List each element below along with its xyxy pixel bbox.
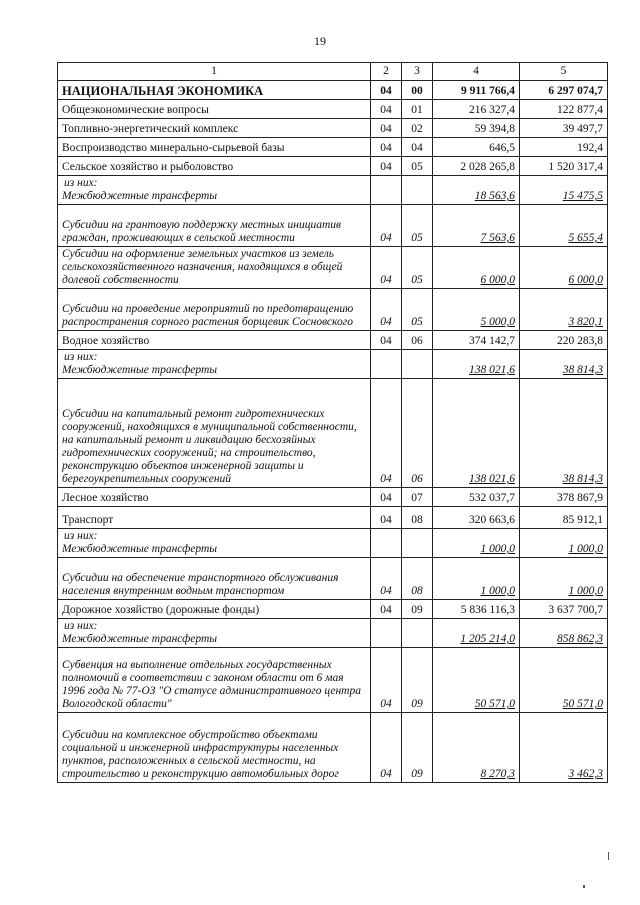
row-name	[58, 350, 371, 379]
subsection-code: 04	[402, 138, 433, 157]
section-total-row	[58, 81, 608, 100]
section-code	[371, 529, 402, 558]
row-name: Воспроизводство минерально-сырьевой базы	[58, 138, 371, 157]
row-name: Субсидии на грантовую поддержку местных инициатив граждан, проживающих в сельской местности	[58, 205, 371, 247]
amount-col5: 38 814,3	[520, 350, 608, 379]
table-row	[58, 247, 608, 289]
of-which-label: из них:	[64, 177, 98, 189]
header-cell: 1	[58, 63, 371, 81]
section-code	[371, 176, 402, 205]
section-code: 04	[371, 379, 402, 488]
subsection-code	[402, 350, 433, 379]
amount-col5: 378 867,9	[520, 488, 608, 507]
amount-col5: 3 820,1	[520, 289, 608, 331]
amount-col4: 138 021,6	[433, 379, 520, 488]
row-name: Топливно-энергетический комплекс	[58, 119, 371, 138]
amount-col4: 138 021,6	[433, 350, 520, 379]
table-row	[58, 331, 608, 350]
section-code: 04	[371, 100, 402, 119]
scan-mark	[608, 852, 609, 860]
table-row	[58, 119, 608, 138]
transfer-label: Межбюджетные трансферты	[62, 633, 218, 645]
subsection-code: 05	[402, 289, 433, 331]
amount-col4: 5 000,0	[433, 289, 520, 331]
row-name: Субсидии на комплексное обустройство объектами социальной и инженерной инфраструктуры населенных пунктов, расположенных в сельской местности, на строительство и реконструкцию автомобильных дорог	[58, 713, 371, 783]
header-cell: 3	[402, 63, 433, 81]
subsection-code: 09	[402, 600, 433, 619]
of-which-label: из них:	[64, 530, 98, 542]
transfer-label: Межбюджетные трансферты	[62, 190, 218, 202]
table-row	[58, 138, 608, 157]
table-row	[58, 350, 608, 379]
amount-col4: 1 000,0	[433, 529, 520, 558]
table-row	[58, 379, 608, 488]
amount-col5: 220 283,8	[520, 331, 608, 350]
amount-col4: 646,5	[433, 138, 520, 157]
transfer-label: Межбюджетные трансферты	[62, 543, 218, 555]
table-row	[58, 157, 608, 176]
section-code: 04	[371, 157, 402, 176]
table-row	[58, 100, 608, 119]
amount-col5: 3 637 700,7	[520, 600, 608, 619]
section-code: 04	[371, 247, 402, 289]
row-name: Общеэкономические вопросы	[58, 100, 371, 119]
row-name: Субвенция на выполнение отдельных государственных полномочий в соответствии с законом области от 6 мая 1996 года № 77-ОЗ "О статусе административного центра Вологодской области"	[58, 648, 371, 713]
section-code	[371, 619, 402, 648]
amount-col4: 5 836 116,3	[433, 600, 520, 619]
header-cell: 4	[433, 63, 520, 81]
table-row	[58, 205, 608, 247]
amount-col5: 192,4	[520, 138, 608, 157]
of-which-label: из них:	[64, 620, 98, 632]
subsection-code: 06	[402, 331, 433, 350]
table-row	[58, 176, 608, 205]
amount-col5: 1 000,0	[520, 529, 608, 558]
row-name: НАЦИОНАЛЬНАЯ ЭКОНОМИКА	[58, 81, 371, 100]
amount-col4: 1 000,0	[433, 558, 520, 600]
amount-col4: 374 142,7	[433, 331, 520, 350]
header-cell: 5	[520, 63, 608, 81]
table-row	[58, 619, 608, 648]
header-row	[58, 63, 608, 81]
subsection-code: 02	[402, 119, 433, 138]
amount-col4: 6 000,0	[433, 247, 520, 289]
subsection-code: 05	[402, 247, 433, 289]
section-code: 04	[371, 600, 402, 619]
table-row	[58, 713, 608, 783]
amount-col5: 39 497,7	[520, 119, 608, 138]
amount-col5: 6 297 074,7	[520, 81, 608, 100]
row-name: Водное хозяйство	[58, 331, 371, 350]
row-name: Транспорт	[58, 507, 371, 529]
subsection-code	[402, 529, 433, 558]
amount-col4: 216 327,4	[433, 100, 520, 119]
amount-col5: 1 000,0	[520, 558, 608, 600]
amount-col4: 50 571,0	[433, 648, 520, 713]
subsection-code	[402, 176, 433, 205]
subsection-code: 05	[402, 205, 433, 247]
page-number: 19	[314, 34, 326, 48]
of-which-label: из них:	[64, 351, 98, 363]
table-row	[58, 507, 608, 529]
amount-col5: 1 520 317,4	[520, 157, 608, 176]
amount-col4: 1 205 214,0	[433, 619, 520, 648]
amount-col5: 5 655,4	[520, 205, 608, 247]
amount-col5: 85 912,1	[520, 507, 608, 529]
row-name: Сельское хозяйство и рыболовство	[58, 157, 371, 176]
subsection-code: 09	[402, 648, 433, 713]
subsection-code: 08	[402, 507, 433, 529]
section-code: 04	[371, 713, 402, 783]
row-name: Субсидии на капитальный ремонт гидротехнических сооружений, находящихся в муниципальной собственности, на капитальный ремонт и ликвидацию бесхозяйных гидротехнических сооружений; на строительство, реконструкцию объектов инженерной защиты и берегоукрепительных сооружений	[58, 379, 371, 488]
amount-col5: 3 462,3	[520, 713, 608, 783]
section-code: 04	[371, 507, 402, 529]
table-row	[58, 648, 608, 713]
row-name: Субсидии на оформление земельных участков из земель сельскохозяйственного назначения, находящихся в общей долевой собственности	[58, 247, 371, 289]
section-code	[371, 350, 402, 379]
amount-col4: 8 270,3	[433, 713, 520, 783]
amount-col4: 18 563,6	[433, 176, 520, 205]
section-code: 04	[371, 119, 402, 138]
section-code: 04	[371, 558, 402, 600]
row-name: Дорожное хозяйство (дорожные фонды)	[58, 600, 371, 619]
amount-col5: 50 571,0	[520, 648, 608, 713]
row-name	[58, 176, 371, 205]
subsection-code: 09	[402, 713, 433, 783]
subsection-code	[402, 619, 433, 648]
budget-table-body	[58, 63, 608, 783]
section-code: 04	[371, 331, 402, 350]
amount-col4: 532 037,7	[433, 488, 520, 507]
table-row	[58, 529, 608, 558]
transfer-label: Межбюджетные трансферты	[62, 364, 218, 376]
subsection-code: 07	[402, 488, 433, 507]
row-name: Субсидии на обеспечение транспортного обслуживания населения внутренним водным транспортом	[58, 558, 371, 600]
section-code: 04	[371, 488, 402, 507]
section-code: 04	[371, 138, 402, 157]
table-row	[58, 600, 608, 619]
section-code: 04	[371, 289, 402, 331]
amount-col4: 320 663,6	[433, 507, 520, 529]
subsection-code: 08	[402, 558, 433, 600]
section-code: 04	[371, 205, 402, 247]
row-name: Субсидии на проведение мероприятий по предотвращению распространения сорного растения борщевик Сосновского	[58, 289, 371, 331]
amount-col5: 15 475,5	[520, 176, 608, 205]
section-code: 04	[371, 648, 402, 713]
table-row	[58, 488, 608, 507]
amount-col5: 6 000,0	[520, 247, 608, 289]
amount-col5: 38 814,3	[520, 379, 608, 488]
amount-col4: 7 563,6	[433, 205, 520, 247]
amount-col4: 2 028 265,8	[433, 157, 520, 176]
row-name	[58, 529, 371, 558]
amount-col5: 122 877,4	[520, 100, 608, 119]
table-row	[58, 289, 608, 331]
amount-col4: 9 911 766,4	[433, 81, 520, 100]
amount-col5: 858 862,3	[520, 619, 608, 648]
subsection-code: 01	[402, 100, 433, 119]
subsection-code: 05	[402, 157, 433, 176]
table-row	[58, 558, 608, 600]
scan-mark	[583, 885, 585, 888]
section-code: 04	[371, 81, 402, 100]
subsection-code: 00	[402, 81, 433, 100]
subsection-code: 06	[402, 379, 433, 488]
amount-col4: 59 394,8	[433, 119, 520, 138]
row-name	[58, 619, 371, 648]
row-name: Лесное хозяйство	[58, 488, 371, 507]
header-cell: 2	[371, 63, 402, 81]
budget-table	[57, 62, 608, 783]
